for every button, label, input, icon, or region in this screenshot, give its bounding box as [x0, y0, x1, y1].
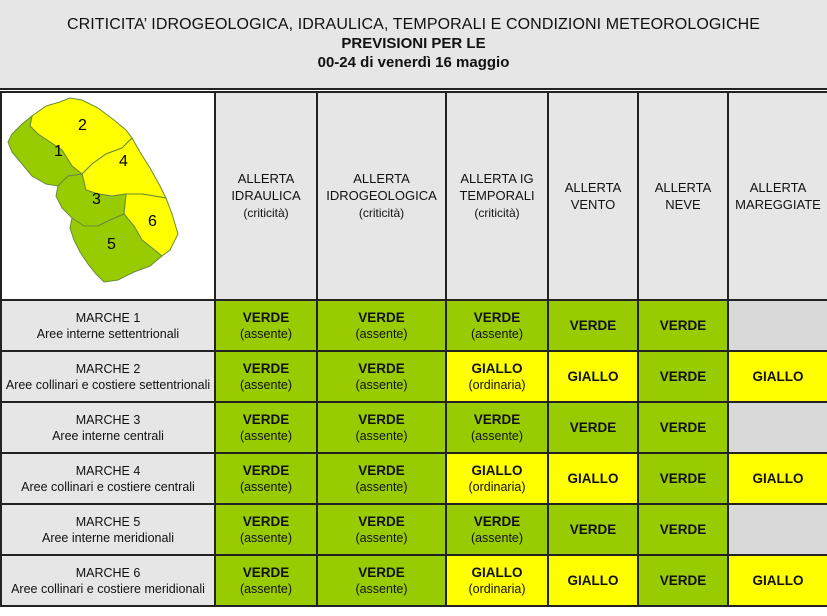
map-label-6: 6 [148, 213, 157, 230]
alert-level: VERDE [659, 573, 707, 588]
alert-criticality: (assente) [470, 429, 524, 443]
alert-cell [638, 453, 728, 504]
table-row [1, 300, 827, 351]
alert-cell [728, 351, 827, 402]
alert-cell [728, 453, 827, 504]
alert-criticality: (assente) [355, 429, 408, 443]
alert-level: VERDE [242, 361, 290, 376]
alert-cell [215, 300, 317, 351]
alert-criticality: (assente) [239, 531, 293, 545]
alert-criticality: (assente) [355, 582, 408, 596]
alert-cell [548, 453, 638, 504]
alert-criticality: (assente) [239, 582, 293, 596]
table-row [1, 504, 827, 555]
zone-description: Aree collinari e costiere settentrionali [5, 377, 211, 392]
alert-criticality: (assente) [355, 327, 408, 341]
alert-cell [548, 300, 638, 351]
alert-cell [317, 300, 446, 351]
alert-cell [638, 555, 728, 606]
alert-level: VERDE [659, 522, 707, 537]
table-row [1, 351, 827, 402]
alert-level: GIALLO [567, 471, 619, 486]
bulletin-title: CRITICITA’ IDROGEOLOGICA, IDRAULICA, TEMPORALI E CONDIZIONI METEOROLOGICHE [66, 16, 761, 33]
alert-cell [638, 351, 728, 402]
alert-cell [548, 504, 638, 555]
header-neve: ALLERTA NEVE [638, 92, 728, 300]
alert-level: GIALLO [567, 369, 619, 384]
map-label-3: 3 [92, 191, 101, 208]
zone-name: MARCHE 1 [75, 310, 141, 325]
alert-level: VERDE [242, 310, 290, 325]
alert-criticality: (assente) [355, 378, 408, 392]
alert-criticality: (ordinaria) [468, 480, 526, 494]
alert-cell [446, 453, 548, 504]
alert-criticality: (assente) [239, 378, 293, 392]
alert-level: GIALLO [471, 361, 523, 376]
alert-cell [446, 351, 548, 402]
alert-level: VERDE [659, 471, 707, 486]
alert-cell [638, 300, 728, 351]
alert-cell [215, 504, 317, 555]
map-label-2: 2 [78, 117, 87, 134]
alert-cell [215, 351, 317, 402]
alert-level: GIALLO [752, 471, 804, 486]
alert-criticality: (assente) [239, 429, 293, 443]
alert-level: VERDE [473, 310, 521, 325]
alert-level: VERDE [358, 310, 405, 325]
zone-description: Aree interne settentrionali [36, 326, 180, 341]
zone-name: MARCHE 6 [75, 565, 141, 580]
header-idraulica: ALLERTA IDRAULICA (criticità) [215, 92, 317, 300]
alert-level: VERDE [659, 420, 707, 435]
bulletin-header [0, 0, 827, 90]
zone-label-cell [1, 555, 215, 606]
marche-zone-map [2, 94, 214, 298]
alert-level: GIALLO [567, 573, 619, 588]
header-idrogeologica: ALLERTA IDROGEOLOGICA (criticità) [317, 92, 446, 300]
alert-cell [215, 555, 317, 606]
alert-criticality: (ordinaria) [468, 378, 526, 392]
zone-description: Aree interne meridionali [41, 530, 174, 545]
zone-label-cell [1, 351, 215, 402]
alert-level: VERDE [659, 318, 707, 333]
alert-cell [728, 300, 827, 351]
table-row [1, 453, 827, 504]
bulletin-period: 00-24 di venerdì 16 maggio [317, 54, 510, 71]
zone-label-cell [1, 300, 215, 351]
alert-level: VERDE [569, 522, 617, 537]
header-mareggiate: ALLERTA MAREGGIATE [728, 92, 827, 300]
map-label-1: 1 [54, 143, 63, 160]
alert-cell [317, 453, 446, 504]
alert-cell [317, 351, 446, 402]
zone-label-cell [1, 453, 215, 504]
alert-cell [446, 300, 548, 351]
alert-level: VERDE [473, 514, 521, 529]
alert-cell [548, 555, 638, 606]
alert-cell [548, 351, 638, 402]
alert-criticality: (assente) [239, 480, 293, 494]
alert-level: VERDE [358, 463, 405, 478]
alert-level: VERDE [358, 361, 405, 376]
alert-level: GIALLO [752, 573, 804, 588]
alert-cell [728, 555, 827, 606]
alert-level: VERDE [569, 420, 617, 435]
map-label-5: 5 [107, 236, 116, 253]
bulletin-subtitle: PREVISIONI PER LE [341, 35, 486, 52]
table-row [1, 555, 827, 606]
table-header-row [1, 92, 827, 300]
zone-label-cell [1, 504, 215, 555]
alert-cell [215, 453, 317, 504]
alert-criticality: (ordinaria) [468, 582, 526, 596]
alert-cell [317, 555, 446, 606]
map-label-4: 4 [119, 153, 128, 170]
alert-criticality: (assente) [470, 531, 524, 545]
zone-name: MARCHE 3 [75, 412, 141, 427]
alert-cell [446, 504, 548, 555]
alert-level: VERDE [659, 369, 707, 384]
zone-name: MARCHE 2 [75, 361, 141, 376]
zone-name: MARCHE 4 [75, 463, 141, 478]
zone-description: Aree collinari e costiere meridionali [11, 581, 205, 596]
alert-cell [215, 402, 317, 453]
alert-cell [317, 402, 446, 453]
zone-description: Aree collinari e costiere centrali [21, 479, 195, 494]
zone-label-cell [1, 402, 215, 453]
zone-map [1, 92, 215, 300]
alert-cell [728, 504, 827, 555]
alert-level: VERDE [242, 412, 290, 427]
alert-level: VERDE [473, 412, 521, 427]
alert-cell [638, 504, 728, 555]
alert-cell [548, 402, 638, 453]
alert-level: VERDE [569, 318, 617, 333]
alert-level: GIALLO [471, 565, 523, 580]
zone-description: Aree interne centrali [52, 428, 164, 443]
alert-cell [728, 402, 827, 453]
alert-level: GIALLO [752, 369, 804, 384]
alert-criticality: (assente) [239, 327, 293, 341]
table-row [1, 402, 827, 453]
alert-level: VERDE [242, 565, 290, 580]
alert-level: VERDE [358, 514, 405, 529]
alert-criticality: (assente) [355, 480, 408, 494]
alert-level: GIALLO [471, 463, 523, 478]
alert-criticality: (assente) [355, 531, 408, 545]
alert-cell [638, 402, 728, 453]
alert-cell [446, 555, 548, 606]
alert-level: VERDE [358, 412, 405, 427]
header-temporali: ALLERTA IG TEMPORALI (criticità) [446, 92, 548, 300]
alert-cell [446, 402, 548, 453]
alert-level: VERDE [242, 514, 290, 529]
alert-table [0, 91, 827, 607]
alert-criticality: (assente) [470, 327, 524, 341]
alert-level: VERDE [358, 565, 405, 580]
alert-level: VERDE [242, 463, 290, 478]
zone-name: MARCHE 5 [75, 514, 141, 529]
alert-cell [317, 504, 446, 555]
header-vento: ALLERTA VENTO [548, 92, 638, 300]
